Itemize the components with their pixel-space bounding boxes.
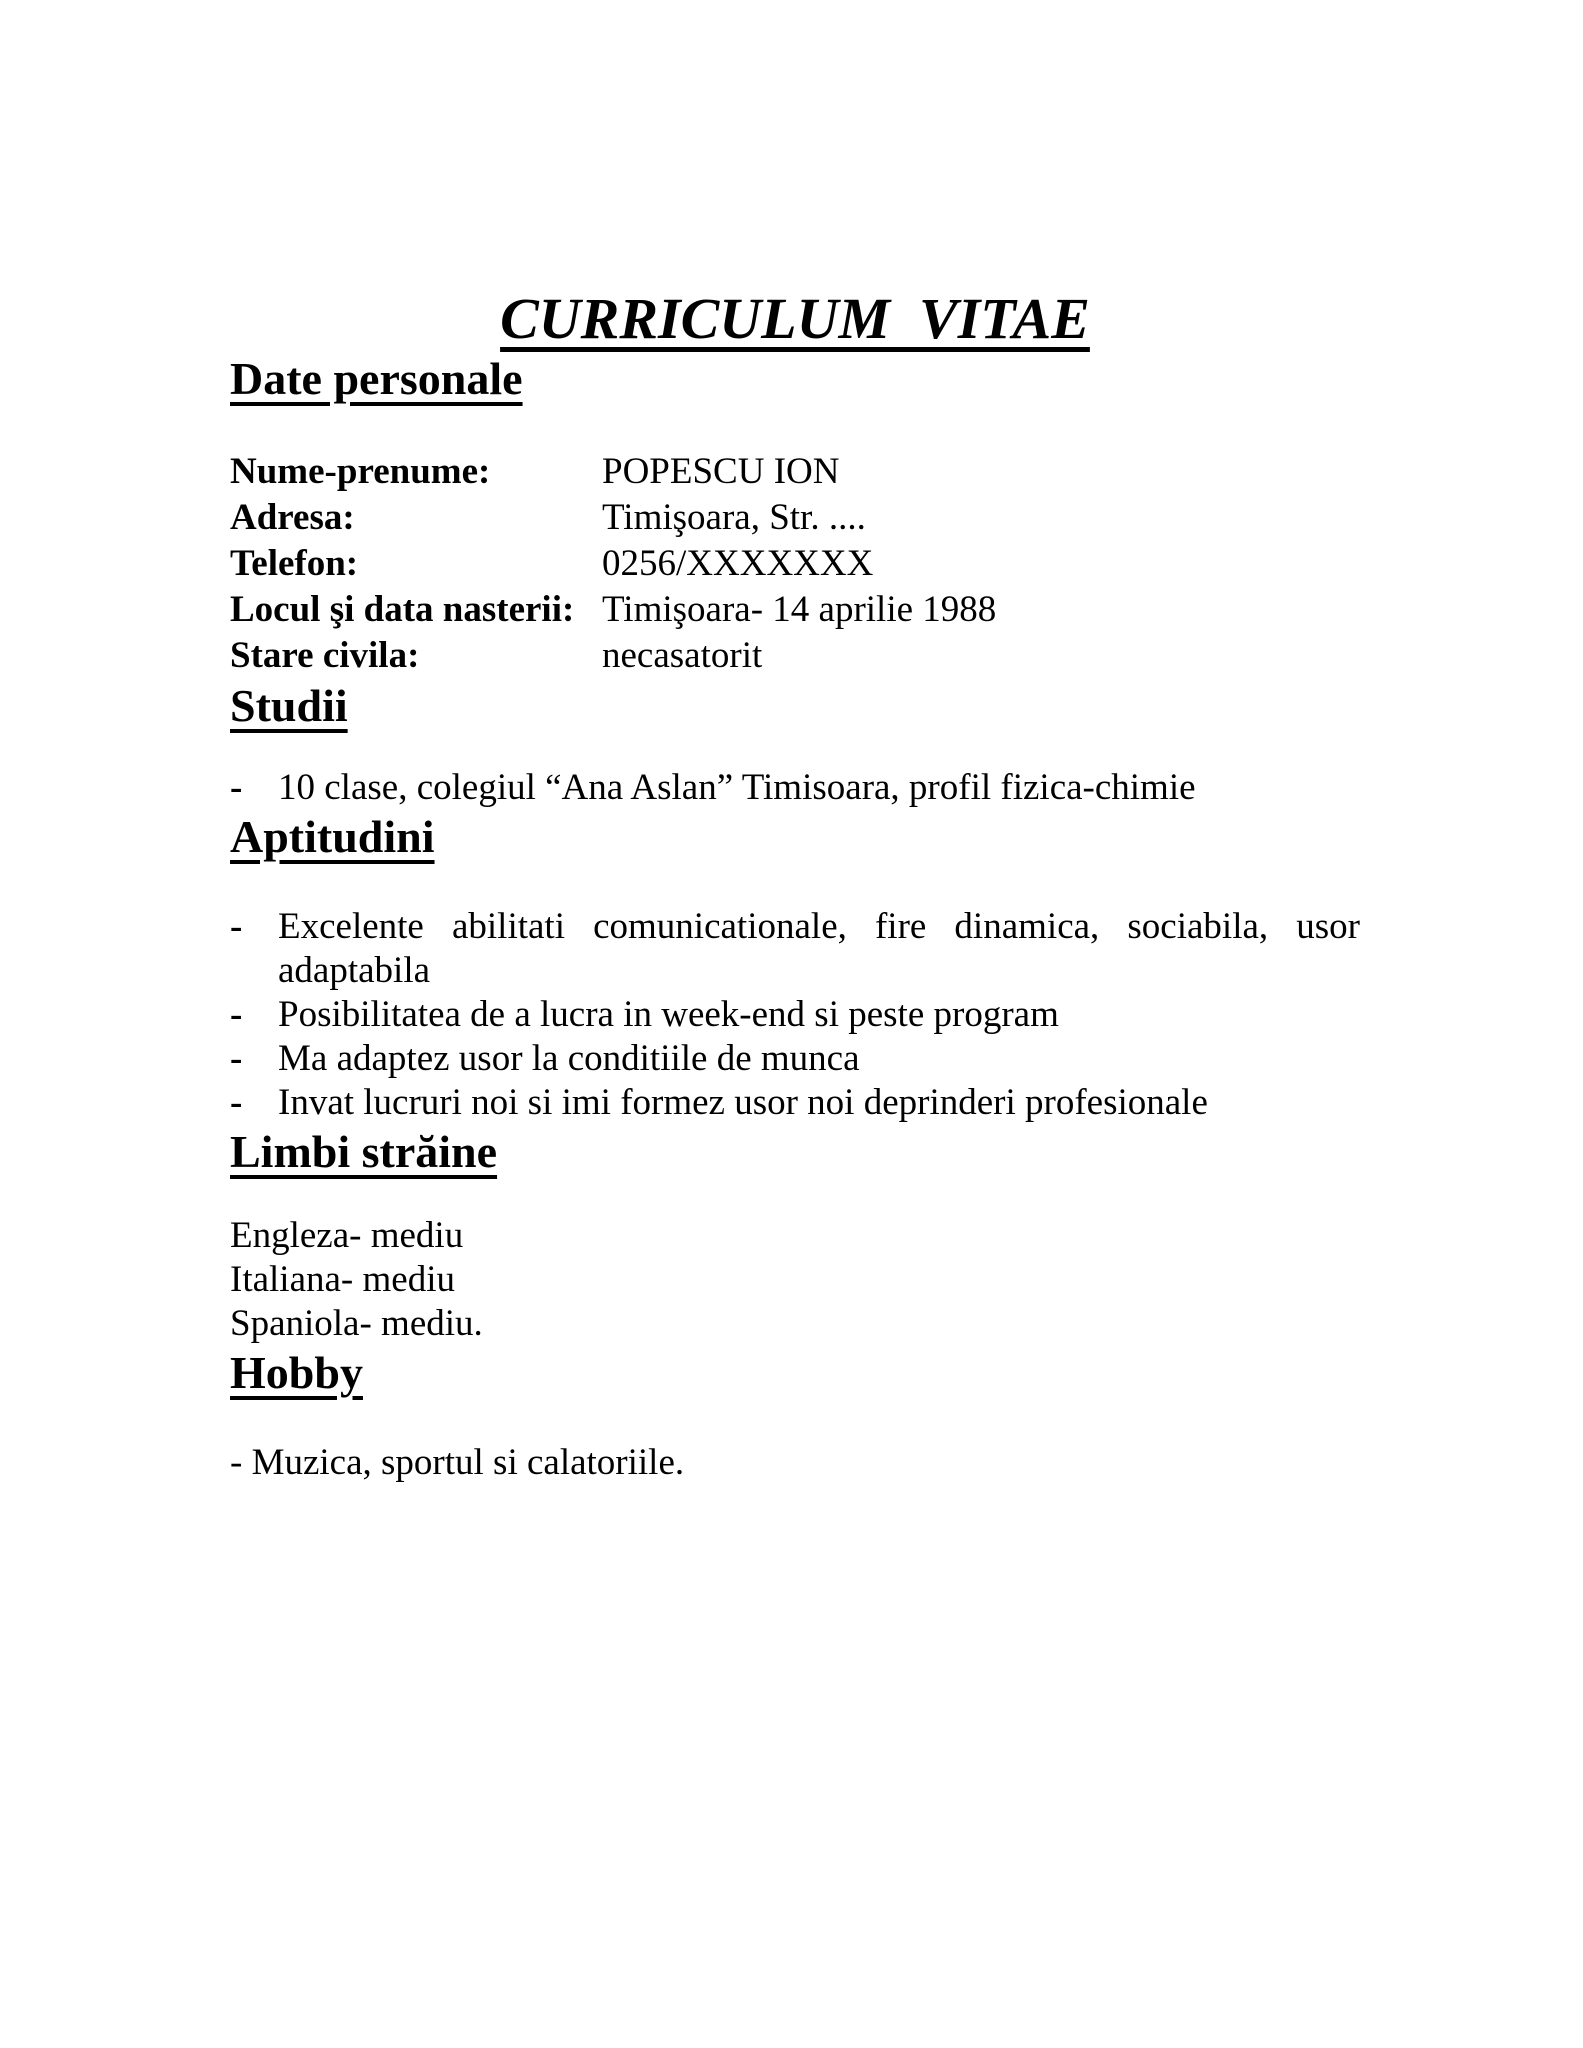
section-heading-limbi-straine [230,1125,1360,1178]
field-row-stare-civila [230,633,1360,679]
section-heading-date-personale [230,352,1360,405]
list-item [230,993,1360,1037]
dash-bullet-marker: - [230,1038,243,1079]
dash-bullet-marker: - [230,1082,243,1123]
field-label: Nume-prenume: [230,451,491,492]
list-item [230,1081,1360,1125]
document-title [230,285,1360,352]
list-item [230,1037,1360,1081]
language-line: Italiana- mediu [230,1259,455,1300]
field-row-nume [230,449,1360,495]
dash-bullet-marker: - [230,767,243,808]
field-value: POPESCU ION [602,451,840,492]
field-value: 0256/XXXXXXX [602,543,874,584]
field-value: necasatorit [602,635,763,676]
hobby-text: - Muzica, sportul si calatoriile. [230,1442,685,1483]
language-line: Spaniola- mediu. [230,1303,483,1344]
personal-data-fields [230,449,1360,679]
list-item-text: Posibilitatea de a lucra in week-end si peste program [278,994,1059,1035]
document-title-text: CURRICULUM VITAE [500,286,1090,351]
section-heading-aptitudini [230,810,1360,863]
section-heading-text: Studii [230,680,348,731]
section-heading-hobby [230,1346,1360,1399]
field-row-locul-data-nasterii [230,587,1360,633]
field-row-adresa [230,495,1360,541]
dash-bullet-marker: - [230,906,243,947]
field-label: Adresa: [230,497,355,538]
dash-bullet-marker: - [230,994,243,1035]
list-item-text: 10 clase, colegiul “Ana Aslan” Timisoara, profil fizica-chimie [278,767,1196,808]
section-heading-text: Hobby [230,1347,363,1398]
section-heading-text: Date personale [230,353,523,404]
field-label: Stare civila: [230,635,420,676]
list-item [230,766,1360,810]
section-heading-text: Limbi străine [230,1126,498,1177]
field-value: Timişoara- 14 aprilie 1988 [602,589,997,630]
languages-list [230,1214,1360,1346]
studii-list [230,766,1360,810]
field-row-telefon [230,541,1360,587]
language-line: Engleza- mediu [230,1215,464,1256]
list-item-text: Excelente abilitati comunicationale, fire dinamica, sociabila, usor adaptabila [278,906,1360,991]
field-value: Timişoara, Str. .... [602,497,866,538]
list-item-text: Invat lucruri noi si imi formez usor noi deprinderi profesionale [278,1082,1208,1123]
section-heading-text: Aptitudini [230,811,435,862]
aptitudini-list [230,905,1360,1125]
list-item [230,905,1360,993]
list-item-text: Ma adaptez usor la conditiile de munca [278,1038,860,1079]
field-label: Telefon: [230,543,359,584]
section-heading-studii [230,679,1360,732]
field-label: Locul şi data nasterii: [230,589,575,630]
